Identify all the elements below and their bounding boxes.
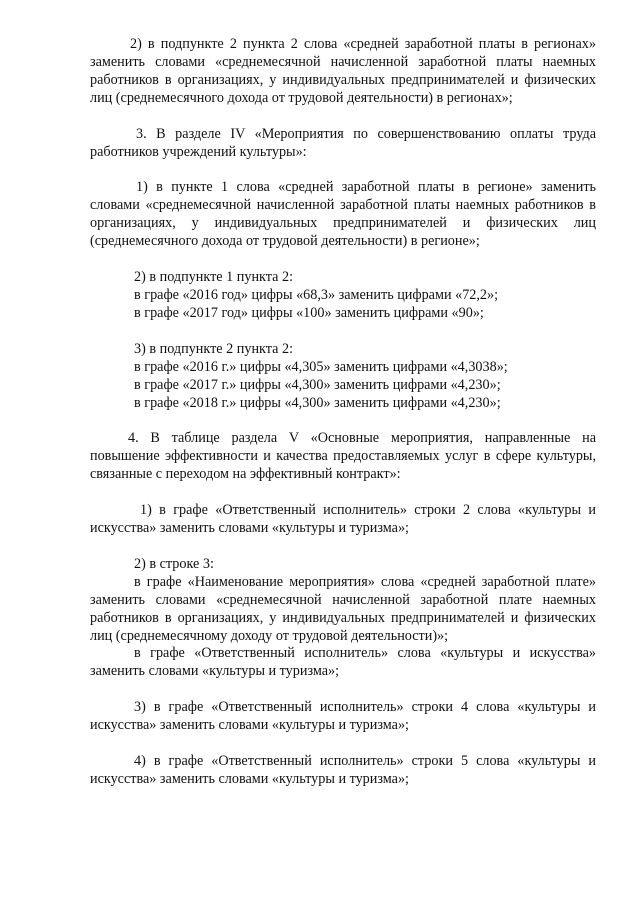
paragraph-iv-item-2-line-1: в графе «2016 год» цифры «68,3» заменить цифрами «72,2»; — [134, 286, 499, 303]
paragraph-iv-item-2: 2) в подпункте 1 пункта 2: — [134, 269, 294, 286]
paragraph-v-item-2-line-1: в графе «Наименование мероприятия» слова «средней заработной плате» заменить словами «среднемесячной начисленной заработной плате наемных работников в организациях, у индивидуальных предпринимателей и физических лиц (среднемесячному доходу от трудовой деятельности)»; — [90, 573, 596, 644]
paragraph-iv-item-1: 1) в пункте 1 слова «средней заработной платы в регионе» заменить словами «среднемесячной начисленной заработной платы наемных работников в организациях, у индивидуальных предпринимателей и физических лиц (среднемесячного дохода от трудовой деятельности) в регионе»; — [90, 179, 596, 250]
document-page — [90, 36, 596, 789]
paragraph-v-item-3: 3) в графе «Ответственный исполнитель» строки 4 слова «культуры и искусства» заменить словами «культуры и туризма»; — [90, 699, 596, 734]
paragraph-iv-item-3-line-1: в графе «2016 г.» цифры «4,305» заменить цифрами «4,3038»; — [134, 358, 508, 375]
paragraph-2-subpoint-2: 2) в подпункте 2 пункта 2 слова «средней заработной платы в регионах» заменить словами «среднемесячной начисленной заработной платы наемных работников в организациях, у индивидуальных предпринимателей и физических лиц (среднемесячного дохода от трудовой деятельности) в регионах»; — [90, 36, 596, 106]
paragraph-iv-item-3: 3) в подпункте 2 пункта 2: — [134, 340, 294, 357]
paragraph-iv-item-3-line-3: в графе «2018 г.» цифры «4,300» заменить цифрами «4,230»; — [134, 394, 501, 411]
paragraph-iv-item-2-line-2: в графе «2017 год» цифры «100» заменить цифрами «90»; — [134, 304, 484, 321]
paragraph-v-item-1: 1) в графе «Ответственный исполнитель» строки 2 слова «культуры и искусства» заменить словами «культуры и туризма»; — [90, 502, 596, 537]
paragraph-section-v: 4. В таблице раздела V «Основные мероприятия, направленные на повышение эффективности и качества предоставляемых услуг в сфере культуры, связанные с переходом на эффективный контракт»: — [90, 430, 596, 483]
paragraph-v-item-2: 2) в строке 3: — [134, 555, 214, 572]
paragraph-section-iv: 3. В разделе IV «Мероприятия по совершенствованию оплаты труда работников учреждений культуры»: — [90, 125, 596, 160]
paragraph-v-item-2-line-2: в графе «Ответственный исполнитель» слова «культуры и искусства» заменить словами «культуры и туризма»; — [90, 645, 596, 680]
paragraph-iv-item-3-line-2: в графе «2017 г.» цифры «4,300» заменить цифрами «4,230»; — [134, 376, 501, 393]
paragraph-v-item-4: 4) в графе «Ответственный исполнитель» строки 5 слова «культуры и искусства» заменить словами «культуры и туризма»; — [90, 753, 596, 787]
